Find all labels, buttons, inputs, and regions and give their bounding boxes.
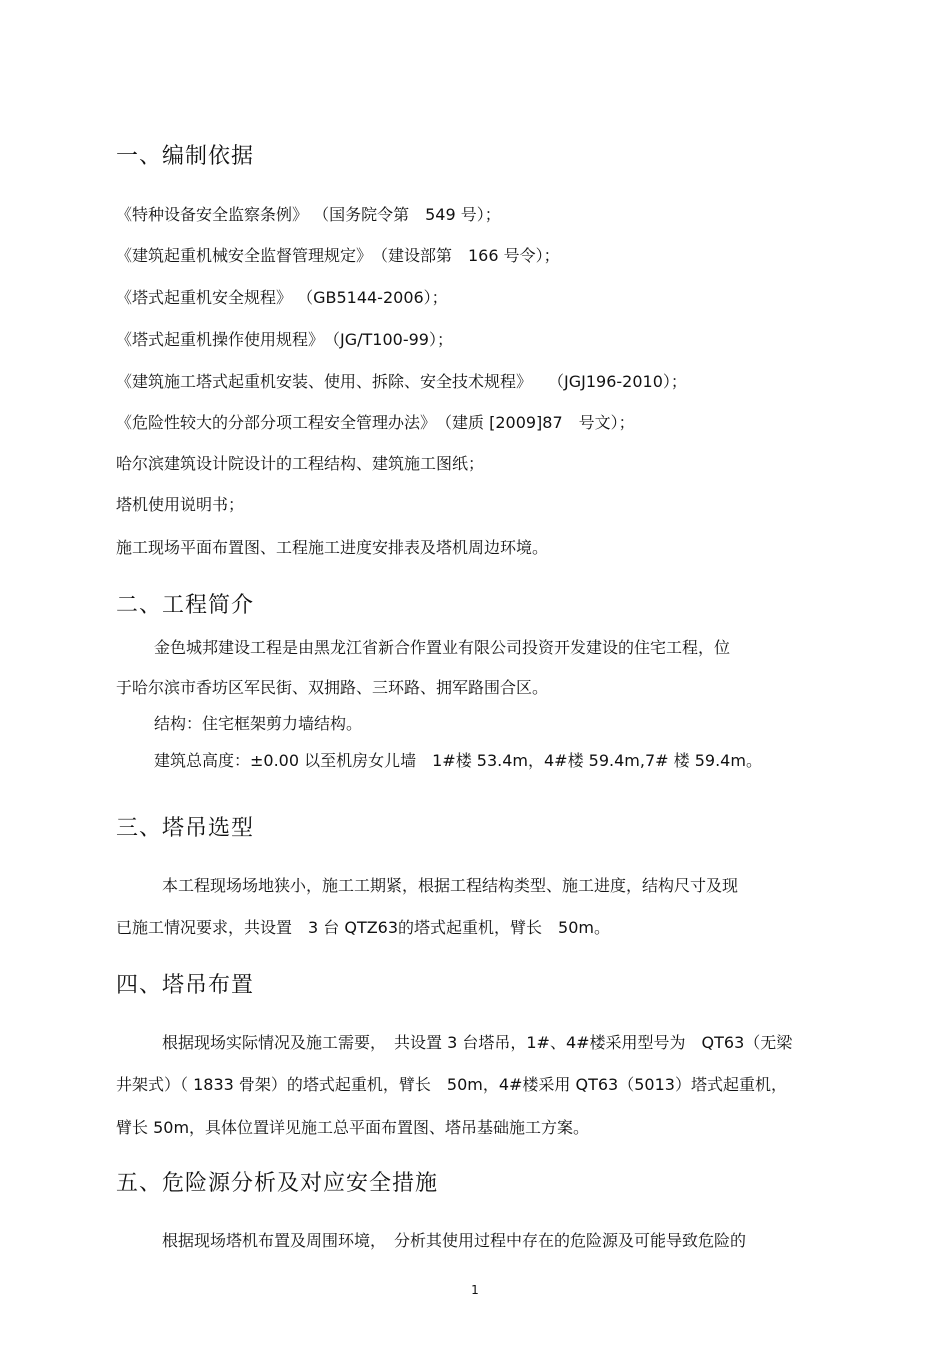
reference-line: 《建筑施工塔式起重机安装、使用、拆除、安全技术规程》 （JGJ196-2010）； (116, 372, 687, 391)
reference-line: 《特种设备安全监察条例》 （国务院令第 549 号）； (116, 205, 501, 224)
paragraph-line: 金色城邦建设工程是由黑龙江省新合作置业有限公司投资开发建设的住宅工程，位 (154, 638, 731, 657)
section-2-heading: 二、工程简介 (116, 593, 255, 618)
section-5-heading: 五、危险源分析及对应安全措施 (116, 1171, 439, 1196)
paragraph-line: 根据现场塔机布置及周围环境， 分析其使用过程中存在的危险源及可能导致危险的 (162, 1231, 747, 1250)
reference-line: 哈尔滨建筑设计院设计的工程结构、建筑施工图纸； (116, 454, 485, 473)
reference-line: 塔机使用说明书； (116, 495, 245, 514)
paragraph-line: 已施工情况要求，共设置 3 台 QTZ63的塔式起重机，臂长 50m。 (116, 918, 610, 937)
paragraph-line: 根据现场实际情况及施工需要， 共设置 3 台塔吊，1#、4#楼采用型号为 QT63（无梁 (162, 1033, 793, 1052)
reference-line: 《塔式起重机安全规程》 （GB5144-2006）； (116, 288, 448, 307)
page-number: 1 (471, 1283, 479, 1297)
paragraph-line: 井架式）（ 1833 骨架）的塔式起重机，臂长 50m，4#楼采用 QT63（5013）塔式起重机， (116, 1075, 787, 1094)
reference-line: 《塔式起重机操作使用规程》 （JG/T100-99）； (116, 330, 453, 349)
section-4-heading: 四、塔吊布置 (116, 973, 255, 998)
reference-line: 《建筑起重机械安全监督管理规定》 （建设部第 166 号令）； (116, 246, 560, 265)
paragraph-line: 臂长 50m，具体位置详见施工总平面布置图、塔吊基础施工方案。 (116, 1118, 590, 1137)
paragraph-line: 于哈尔滨市香坊区军民街、双拥路、三环路、拥军路围合区。 (116, 678, 549, 697)
paragraph-line: 结构：住宅框架剪力墙结构。 (154, 714, 363, 733)
paragraph-line: 建筑总高度：±0.00 以至机房女儿墙 1#楼 53.4m，4#楼 59.4m,7# 楼 59.4m。 (154, 751, 762, 770)
section-1-heading: 一、编制依据 (116, 144, 255, 169)
paragraph-line: 本工程现场场地狭小，施工工期紧，根据工程结构类型、施工进度，结构尺寸及现 (162, 876, 739, 895)
reference-line: 《危险性较大的分部分项工程安全管理办法》 （建质 [2009]87 号文）； (116, 413, 635, 432)
section-3-heading: 三、塔吊选型 (116, 816, 255, 841)
reference-line: 施工现场平面布置图、工程施工进度安排表及塔机周边环境。 (116, 538, 549, 557)
